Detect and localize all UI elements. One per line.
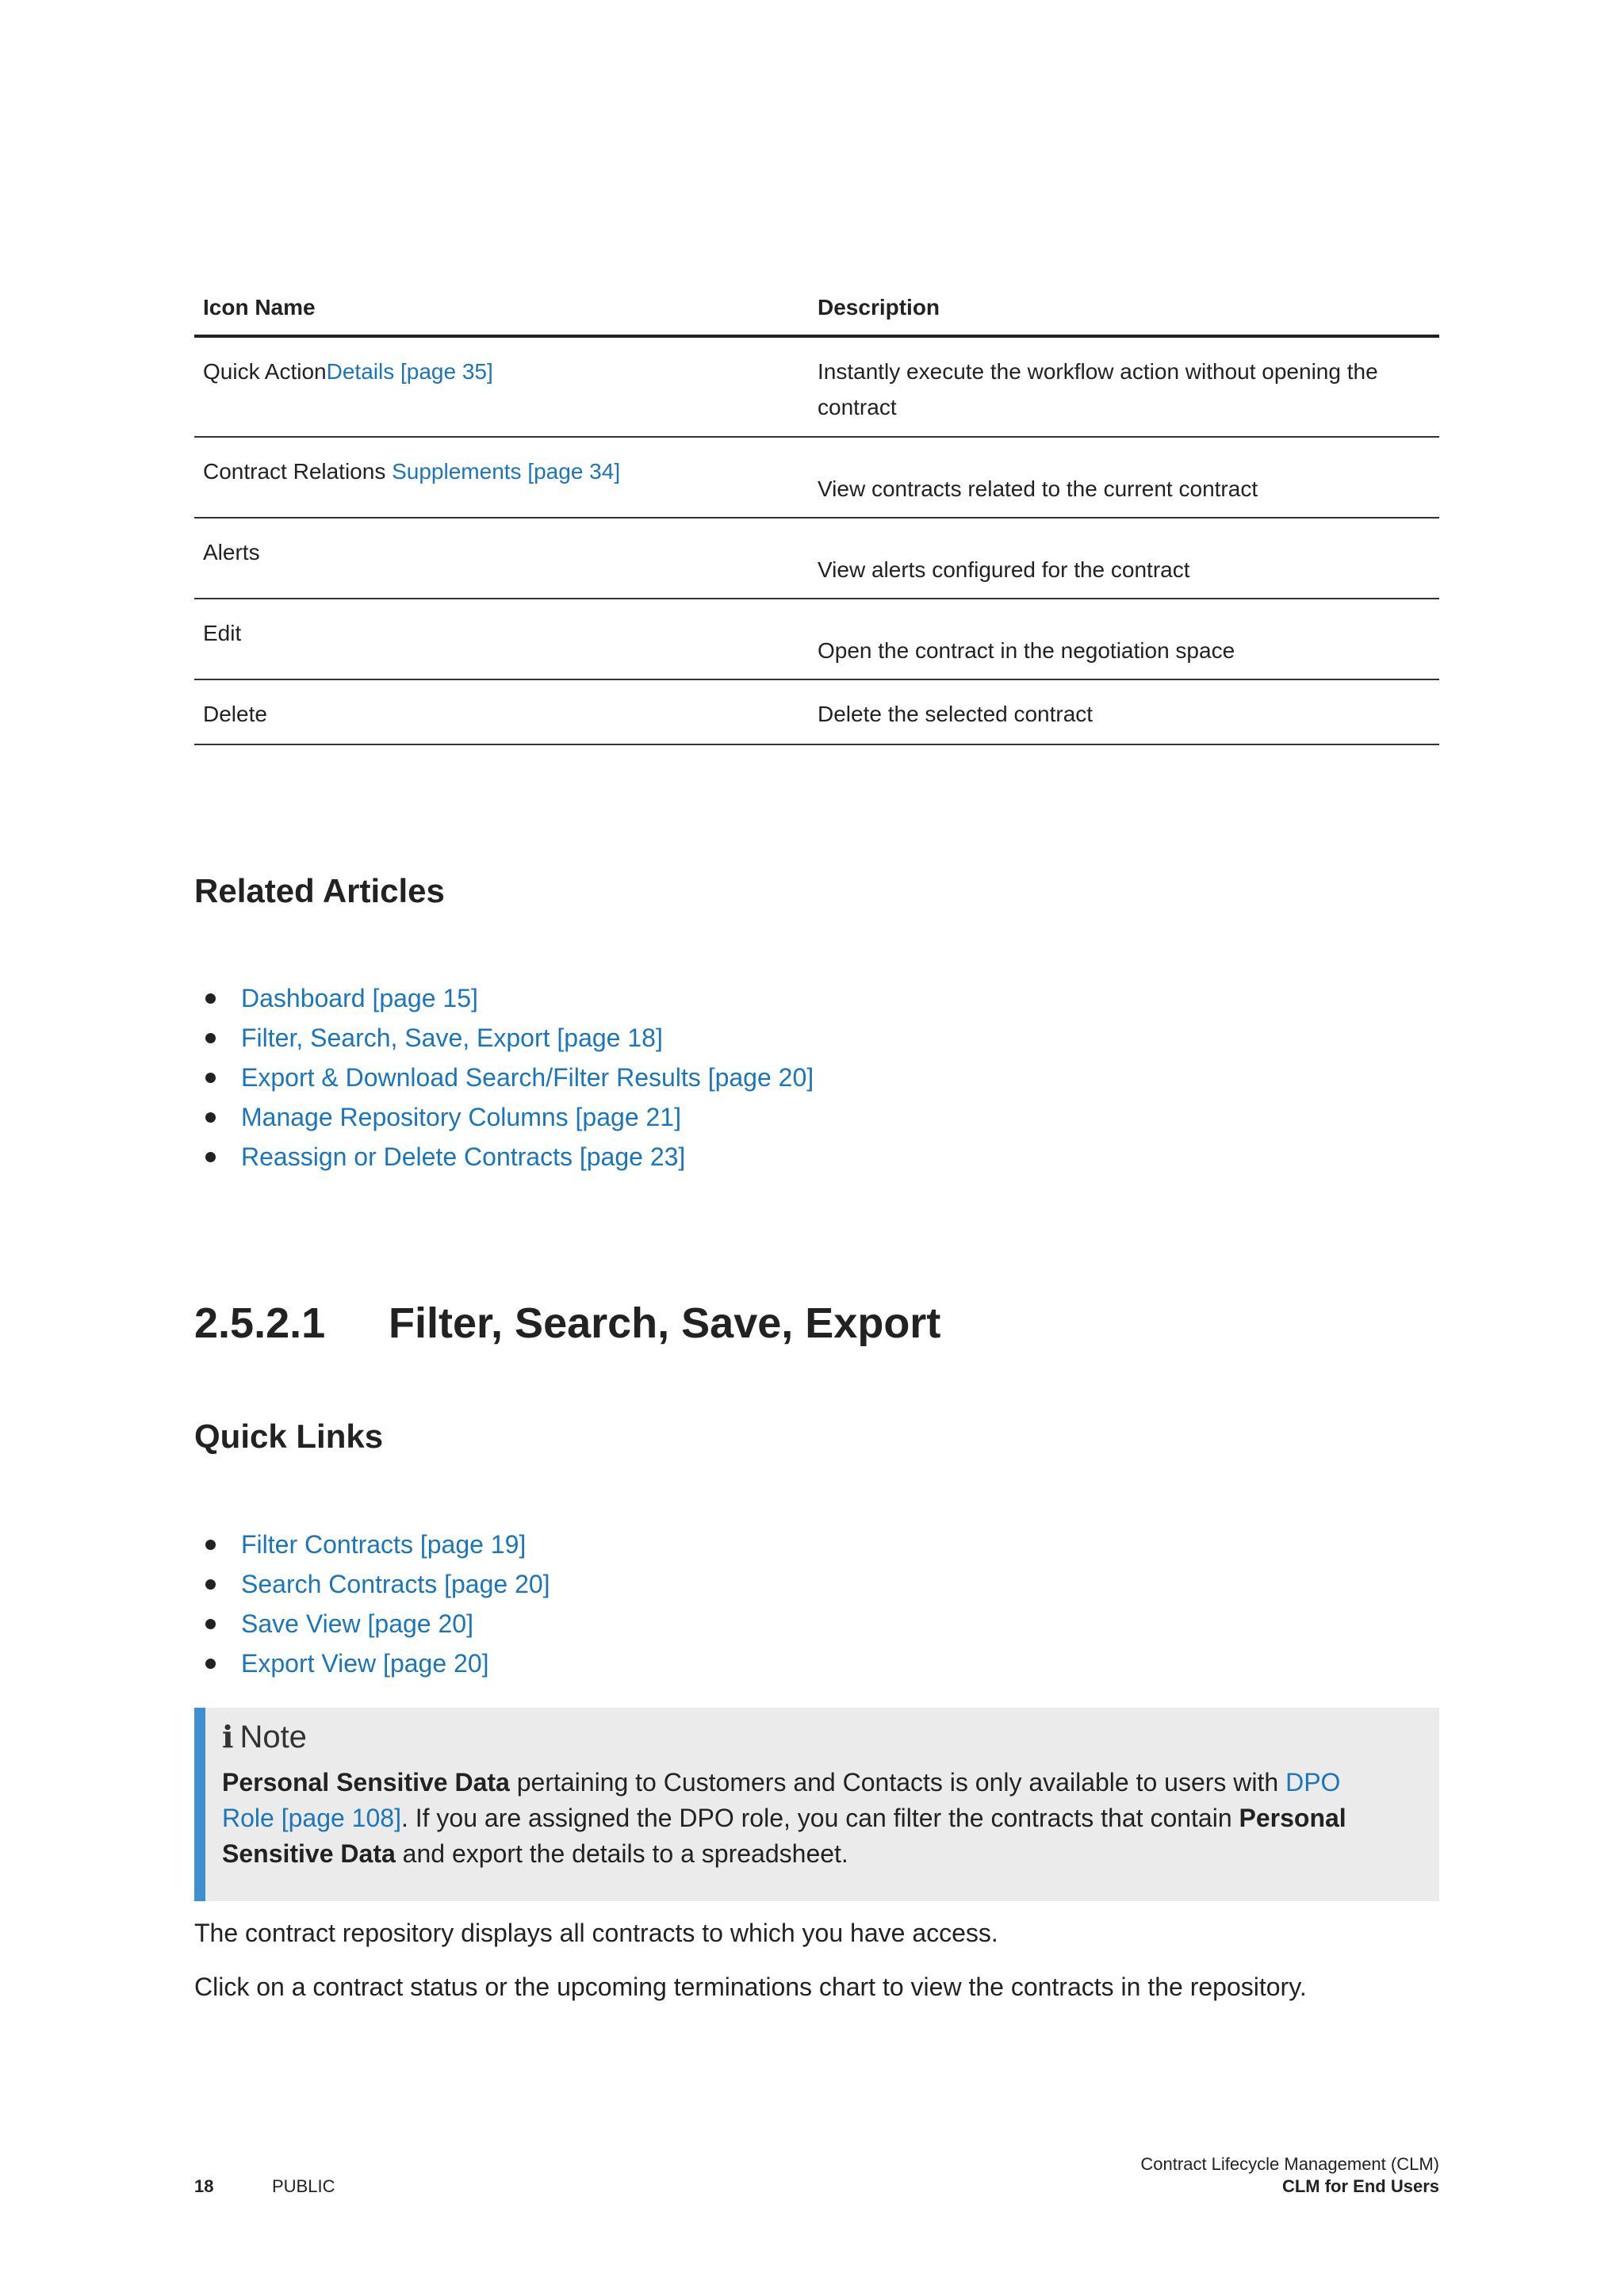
- info-icon: i: [222, 1719, 234, 1755]
- related-articles-list: [194, 978, 814, 1177]
- icon-table: [194, 285, 1439, 745]
- related-link[interactable]: Dashboard [page 15]: [241, 984, 478, 1012]
- quick-links-heading: Quick Links: [194, 1418, 384, 1455]
- bullet-icon: [205, 1152, 216, 1162]
- note-bold: Personal Sensitive Data: [222, 1768, 510, 1797]
- list-item: [194, 1097, 814, 1137]
- list-item: [194, 1018, 814, 1058]
- row-description: Instantly execute the workflow action without opening the contract: [818, 359, 1378, 419]
- related-link[interactable]: Manage Repository Columns [page 21]: [241, 1103, 681, 1131]
- header-description: Description: [818, 295, 940, 320]
- list-item: [194, 1525, 550, 1564]
- bullet-icon: [205, 1619, 216, 1629]
- bullet-icon: [205, 1659, 216, 1669]
- table-header: [194, 285, 1439, 338]
- list-item: [194, 1644, 550, 1683]
- body-paragraph: Click on a contract status or the upcoming terminations chart to view the contracts in the repository.: [194, 1973, 1307, 2001]
- section-heading: [194, 1299, 940, 1348]
- bullet-icon: [205, 1033, 216, 1043]
- table-row: [194, 338, 1439, 438]
- footer-left: [194, 2176, 335, 2197]
- note-title: Note: [239, 1720, 307, 1755]
- row-link[interactable]: Supplements [page 34]: [392, 459, 621, 484]
- list-item: [194, 978, 814, 1018]
- note-bold: Personal Sensitive Data: [222, 1804, 1346, 1868]
- row-icon-name: Alerts: [203, 540, 260, 564]
- table-row: [194, 519, 1439, 599]
- table-row: [194, 438, 1439, 519]
- page-number: 18: [194, 2176, 214, 2196]
- bullet-icon: [205, 1112, 216, 1123]
- row-description: View contracts related to the current contract: [818, 476, 1258, 501]
- row-description: View alerts configured for the contract: [818, 557, 1190, 582]
- section-title: Filter, Search, Save, Export: [389, 1299, 941, 1347]
- doc-subtitle: CLM for End Users: [1281, 2176, 1439, 2196]
- related-link[interactable]: Export & Download Search/Filter Results [page 20]: [241, 1063, 814, 1092]
- note-header: [222, 1716, 1392, 1758]
- quick-link[interactable]: Filter Contracts [page 19]: [241, 1530, 527, 1559]
- footer-right: [1140, 2153, 1439, 2198]
- row-icon-name: Contract Relations: [203, 459, 393, 484]
- row-icon-name: Edit: [203, 621, 242, 645]
- list-item: [194, 1058, 814, 1097]
- list-item: [194, 1137, 814, 1177]
- bullet-icon: [205, 1579, 216, 1590]
- header-icon-name: Icon Name: [203, 295, 316, 320]
- row-link[interactable]: Details [page 35]: [326, 359, 493, 384]
- quick-link[interactable]: Export View [page 20]: [241, 1649, 489, 1678]
- row-icon-name: Quick Action: [203, 359, 327, 384]
- quick-link[interactable]: Search Contracts [page 20]: [241, 1570, 550, 1598]
- list-item: [194, 1604, 550, 1644]
- note-box: [194, 1708, 1439, 1901]
- bullet-icon: [205, 1073, 216, 1083]
- related-link[interactable]: Reassign or Delete Contracts [page 23]: [241, 1142, 686, 1171]
- quick-links-list: [194, 1525, 550, 1683]
- section-number: 2.5.2.1: [194, 1299, 326, 1347]
- table-row: [194, 680, 1439, 745]
- row-description: Open the contract in the negotiation space: [818, 638, 1235, 663]
- related-link[interactable]: Filter, Search, Save, Export [page 18]: [241, 1024, 663, 1052]
- list-item: [194, 1564, 550, 1604]
- row-description: Delete the selected contract: [818, 702, 1094, 726]
- doc-title: Contract Lifecycle Management (CLM): [1140, 2154, 1439, 2174]
- related-articles-heading: Related Articles: [194, 872, 445, 909]
- dpo-role-link[interactable]: DPO Role [page 108]: [222, 1768, 1341, 1832]
- row-icon-name: Delete: [203, 702, 267, 726]
- bullet-icon: [205, 1540, 216, 1550]
- quick-link[interactable]: Save View [page 20]: [241, 1609, 473, 1638]
- table-row: [194, 599, 1439, 680]
- body-paragraph: The contract repository displays all contracts to which you have access.: [194, 1919, 998, 1947]
- note-text: Personal Sensitive Data pertaining to Customers and Contacts is only available to users with DPO Role [page 108]. If you are assigned the DPO role, you can filter the contracts that contain Personal Sensitive Data and export the details to a spreadsheet.: [222, 1768, 1346, 1868]
- bullet-icon: [205, 993, 216, 1004]
- classification-label: PUBLIC: [272, 2176, 335, 2196]
